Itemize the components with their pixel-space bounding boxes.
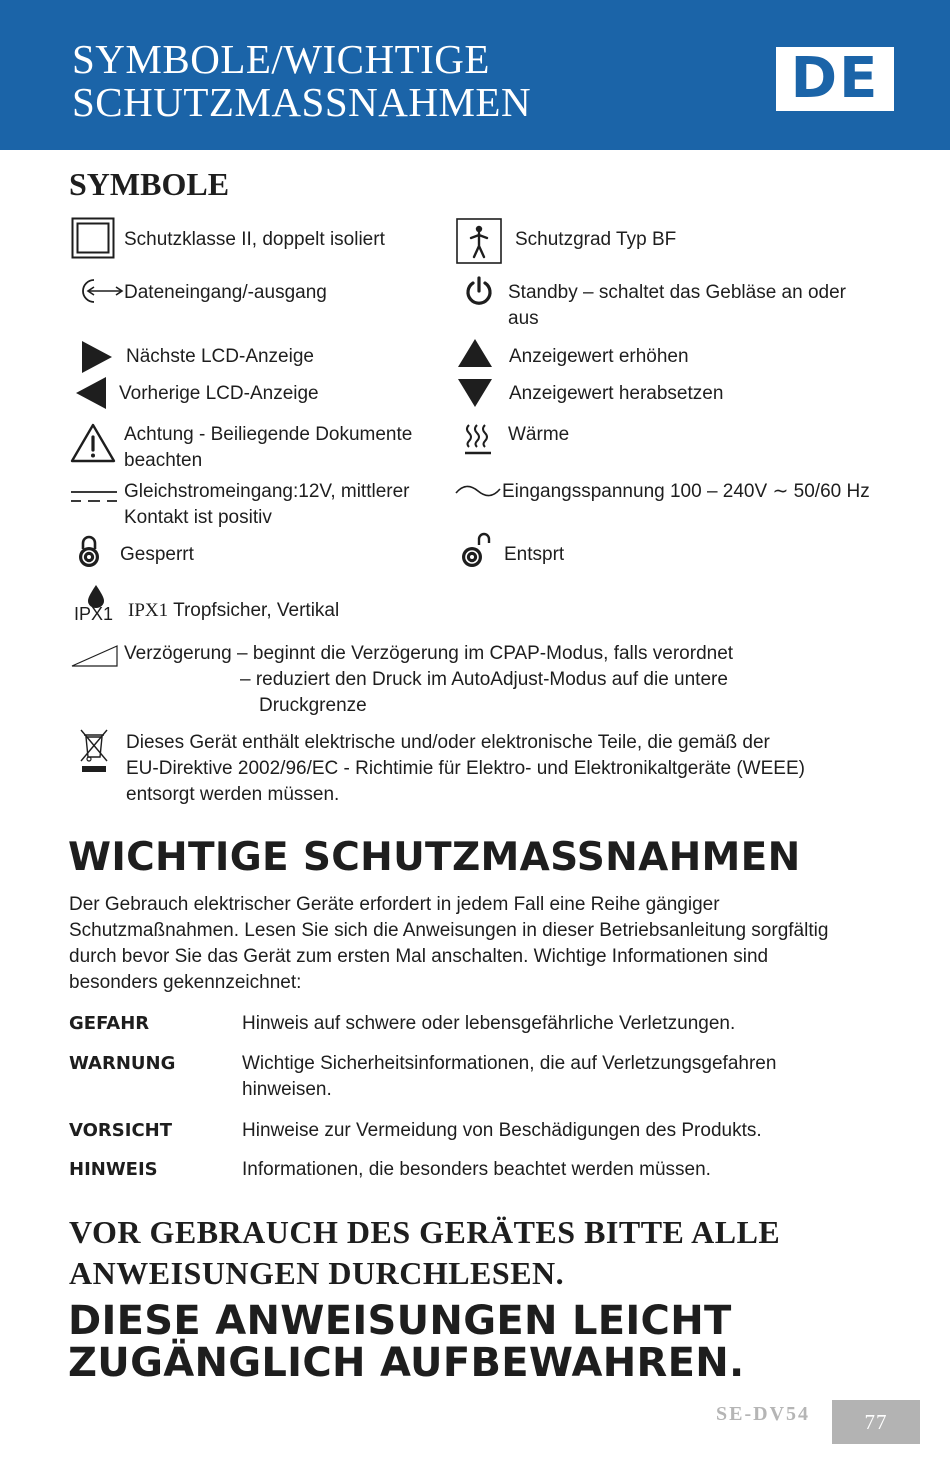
signal-desc-hinweis: Informationen, die besonders beachtet werden müssen. xyxy=(242,1159,711,1180)
weee-line-2: EU-Direktive 2002/96/EC - Richtimie für Elektro- und Elektronikaltgeräte (WEEE) xyxy=(126,758,805,779)
symbol-text-dc xyxy=(124,479,410,531)
header-banner xyxy=(0,0,950,150)
symbol-text-up: Anzeigewert erhöhen xyxy=(509,346,689,367)
symbol-text-warning xyxy=(124,422,412,474)
symbol-text-ac: Eingangsspannung 100 – 240V ∼ 50/60 Hz xyxy=(502,481,870,502)
symbol-text-next: Nächste LCD-Anzeige xyxy=(126,346,314,367)
standby-line-1: Standby – schaltet das Gebläse an oder xyxy=(508,282,847,303)
read-notice-line-2: ANWEISUNGEN DURCHLESEN. xyxy=(69,1255,565,1291)
symbol-text-class2: Schutzklasse II, doppelt isoliert xyxy=(124,229,385,250)
intro-line-3: durch bevor Sie das Gerät zum ersten Mal anschalten. Wichtige Informationen sind xyxy=(69,946,769,967)
lock-open-icon xyxy=(457,531,493,569)
triangle-up-icon xyxy=(457,338,493,368)
intro-line-2: Schutzmaßnahmen. Lesen Sie sich die Anweisungen in dieser Betriebsanleitung sorgfältig xyxy=(69,920,829,941)
symbol-text-down: Anzeigewert herabsetzen xyxy=(509,383,724,404)
lock-closed-icon xyxy=(75,533,103,569)
page-title xyxy=(72,38,531,124)
symbol-text-delay-3: Druckgrenze xyxy=(259,695,367,716)
triangle-right-icon xyxy=(80,339,114,375)
signal-desc-vorsicht: Hinweise zur Vermeidung von Beschädigungen des Produkts. xyxy=(242,1120,762,1141)
warning-triangle-icon xyxy=(70,423,116,463)
keep-instructions-notice xyxy=(68,1300,908,1384)
symbol-text-heat: Wärme xyxy=(508,424,570,445)
symbol-text-delay-1: Verzögerung – beginnt die Verzögerung im CPAP-Modus, falls verordnet xyxy=(124,643,734,664)
symbol-text-locked: Gesperrt xyxy=(120,544,194,565)
keep-notice-line-2: ZUGÄNGLICH AUFBEWAHREN. xyxy=(68,1340,745,1386)
heat-icon xyxy=(463,422,493,456)
title-line-2: SCHUTZMASSNAHMEN xyxy=(72,79,532,125)
warning-line-1: Achtung - Beiliegende Dokumente xyxy=(124,424,413,445)
dc-line-1: Gleichstromeingang:12V, mittlerer xyxy=(124,481,410,502)
crossed-bin-icon xyxy=(78,727,110,775)
read-instructions-notice xyxy=(69,1212,889,1294)
page-number: 77 xyxy=(832,1400,920,1444)
signal-desc-gefahr: Hinweis auf schwere oder lebensgefährliche Verletzungen. xyxy=(242,1013,736,1034)
data-io-icon xyxy=(78,277,124,305)
intro-line-1: Der Gebrauch elektrischer Geräte erfordert in jedem Fall eine Reihe gängiger xyxy=(69,894,720,915)
intro-line-4: besonders gekennzeichnet: xyxy=(69,972,302,993)
signal-word-gefahr: GEFAHR xyxy=(69,1013,150,1034)
symbol-text-standby xyxy=(508,280,846,332)
type-bf-person-icon xyxy=(456,218,502,264)
double-square-icon xyxy=(71,217,115,259)
ramp-icon xyxy=(70,644,120,668)
symbol-text-data: Dateneingang/-ausgang xyxy=(124,282,327,303)
symbol-text-delay-2: – reduziert den Druck im AutoAdjust-Modus auf die untere xyxy=(240,669,728,690)
ac-wave-icon xyxy=(454,483,502,499)
standby-line-2: aus xyxy=(508,308,539,329)
ipx1-code: IPX1 xyxy=(128,600,169,621)
weee-line-1: Dieses Gerät enthält elektrische und/oder elektronische Teile, die gemäß der xyxy=(126,732,770,753)
keep-notice-line-1: DIESE ANWEISUNGEN LEICHT xyxy=(68,1298,732,1344)
symbol-text-unlocked: Entsprt xyxy=(504,544,565,565)
power-icon xyxy=(464,276,494,306)
warnung-desc-line-1: Wichtige Sicherheitsinformationen, die auf Verletzungsgefahren xyxy=(242,1053,777,1074)
language-badge: DE xyxy=(776,47,894,111)
signal-word-hinweis: HINWEIS xyxy=(69,1159,158,1180)
triangle-left-icon xyxy=(74,375,108,411)
symbol-text-ipx1 xyxy=(128,598,339,624)
symbol-text-prev: Vorherige LCD-Anzeige xyxy=(119,383,319,404)
warning-line-2: beachten xyxy=(124,450,203,471)
symbol-text-weee xyxy=(126,730,886,808)
ipx1-description: Tropfsicher, Vertikal xyxy=(173,600,340,621)
document-code: SE-DV54 xyxy=(716,1403,811,1425)
safety-heading: WICHTIGE SCHUTZMASSNAHMEN xyxy=(68,835,801,880)
dc-current-icon xyxy=(70,489,118,505)
triangle-down-icon xyxy=(457,378,493,408)
warnung-desc-line-2: hinweisen. xyxy=(242,1079,332,1100)
title-line-1: SYMBOLE/WICHTIGE xyxy=(72,36,490,82)
weee-line-3: entsorgt werden müssen. xyxy=(126,784,340,805)
dc-line-2: Kontakt ist positiv xyxy=(124,507,272,528)
symbols-heading: SYMBOLE xyxy=(69,166,230,202)
read-notice-line-1: VOR GEBRAUCH DES GERÄTES BITTE ALLE xyxy=(69,1214,781,1250)
signal-word-vorsicht: VORSICHT xyxy=(69,1120,172,1141)
symbol-text-bf: Schutzgrad Typ BF xyxy=(515,229,677,250)
signal-word-warnung: WARNUNG xyxy=(69,1053,176,1074)
ipx1-icon-label: IPX1 xyxy=(74,604,114,624)
signal-desc-warnung xyxy=(242,1051,842,1103)
safety-intro xyxy=(69,892,869,996)
